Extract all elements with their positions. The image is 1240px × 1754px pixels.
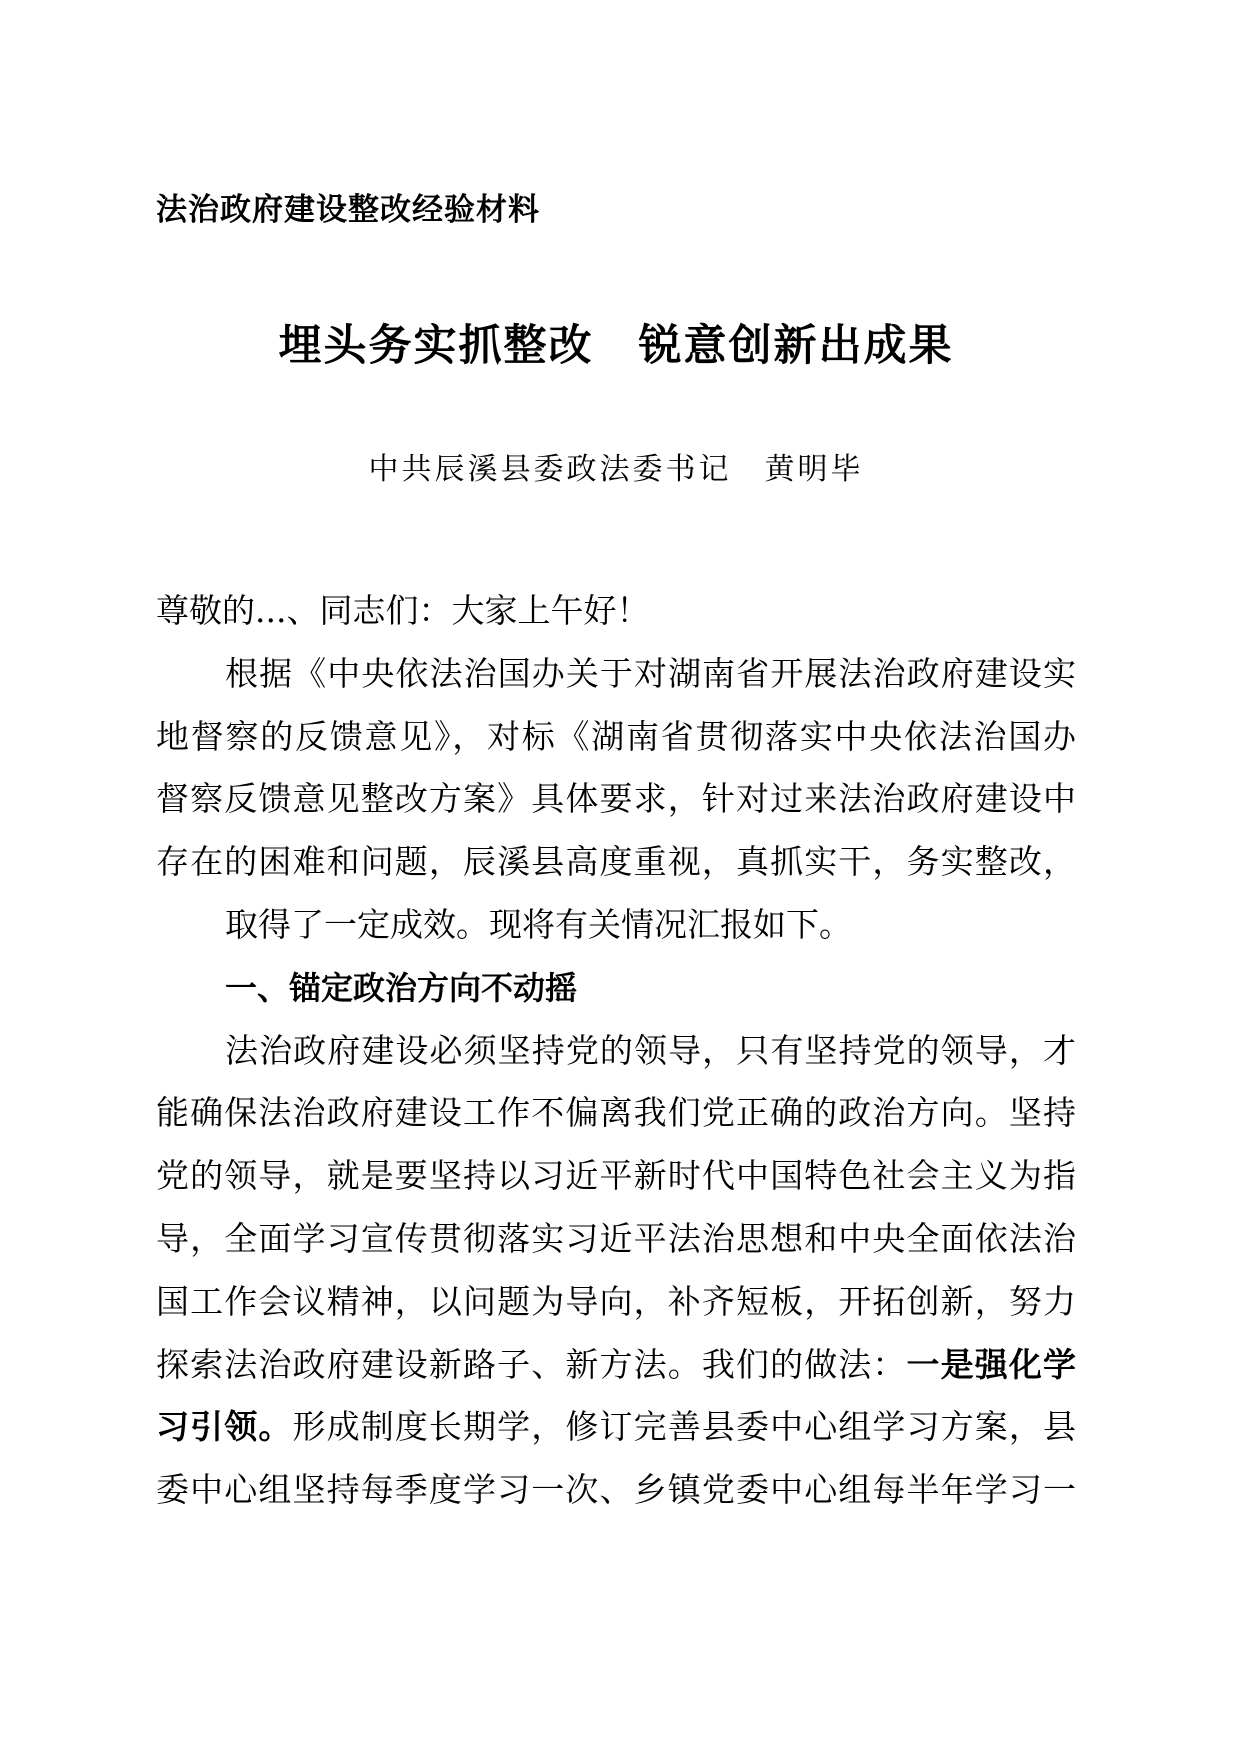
paragraph-text: 形成制度长期学，修订完善县委中心组学习方案，县 bbox=[292, 1407, 1077, 1447]
paragraph-line: 党的领导，就是要坚持以习近平新时代中国特色社会主义为指 bbox=[156, 1156, 1076, 1196]
section-heading: 一、锚定政治方向不动摇 bbox=[225, 968, 578, 1007]
paragraph-line: 国工作会议精神，以问题为导向，补齐短板，开拓创新，努力 bbox=[156, 1281, 1076, 1321]
paragraph-line: 存在的困难和问题，辰溪县高度重视，真抓实干，务实整改， bbox=[156, 842, 1076, 882]
author-line: 中共辰溪县委政法委书记 黄明毕 bbox=[368, 452, 864, 487]
page-title: 埋头务实抓整改 锐意创新出成果 bbox=[278, 321, 954, 371]
paragraph-line: 导，全面学习宣传贯彻落实习近平法治思想和中央全面依法治 bbox=[156, 1218, 1076, 1258]
paragraph-line: 法治政府建设必须坚持党的领导，只有坚持党的领导，才 bbox=[225, 1030, 1076, 1070]
paragraph-line bbox=[156, 1334, 1076, 1397]
bold-emphasis: 一是强化学 bbox=[906, 1344, 1077, 1384]
paragraph-line: 取得了一定成效。现将有关情况汇报如下。 bbox=[225, 904, 852, 944]
paragraph-line: 根据《中央依法治国办关于对湖南省开展法治政府建设实 bbox=[225, 653, 1076, 693]
paragraph-line: 地督察的反馈意见》，对标《湖南省贯彻落实中央依法治国办 bbox=[156, 716, 1076, 756]
paragraph-line: 能确保法治政府建设工作不偏离我们党正确的政治方向。坚持 bbox=[156, 1093, 1076, 1133]
bold-emphasis: 习引领。 bbox=[156, 1407, 293, 1447]
paragraph-line: 委中心组坚持每季度学习一次、乡镇党委中心组每半年学习一 bbox=[156, 1470, 1076, 1510]
paragraph-line: 督察反馈意见整改方案》具体要求，针对过来法治政府建设中 bbox=[156, 779, 1076, 819]
greeting: 尊敬的...、同志们：大家上午好！ bbox=[156, 591, 650, 630]
paragraph-text: 探索法治政府建设新路子、新方法。我们的做法： bbox=[156, 1344, 907, 1384]
paragraph-line bbox=[156, 1396, 1076, 1459]
document-label: 法治政府建设整改经验材料 bbox=[156, 192, 540, 228]
document-body bbox=[156, 580, 1076, 1522]
